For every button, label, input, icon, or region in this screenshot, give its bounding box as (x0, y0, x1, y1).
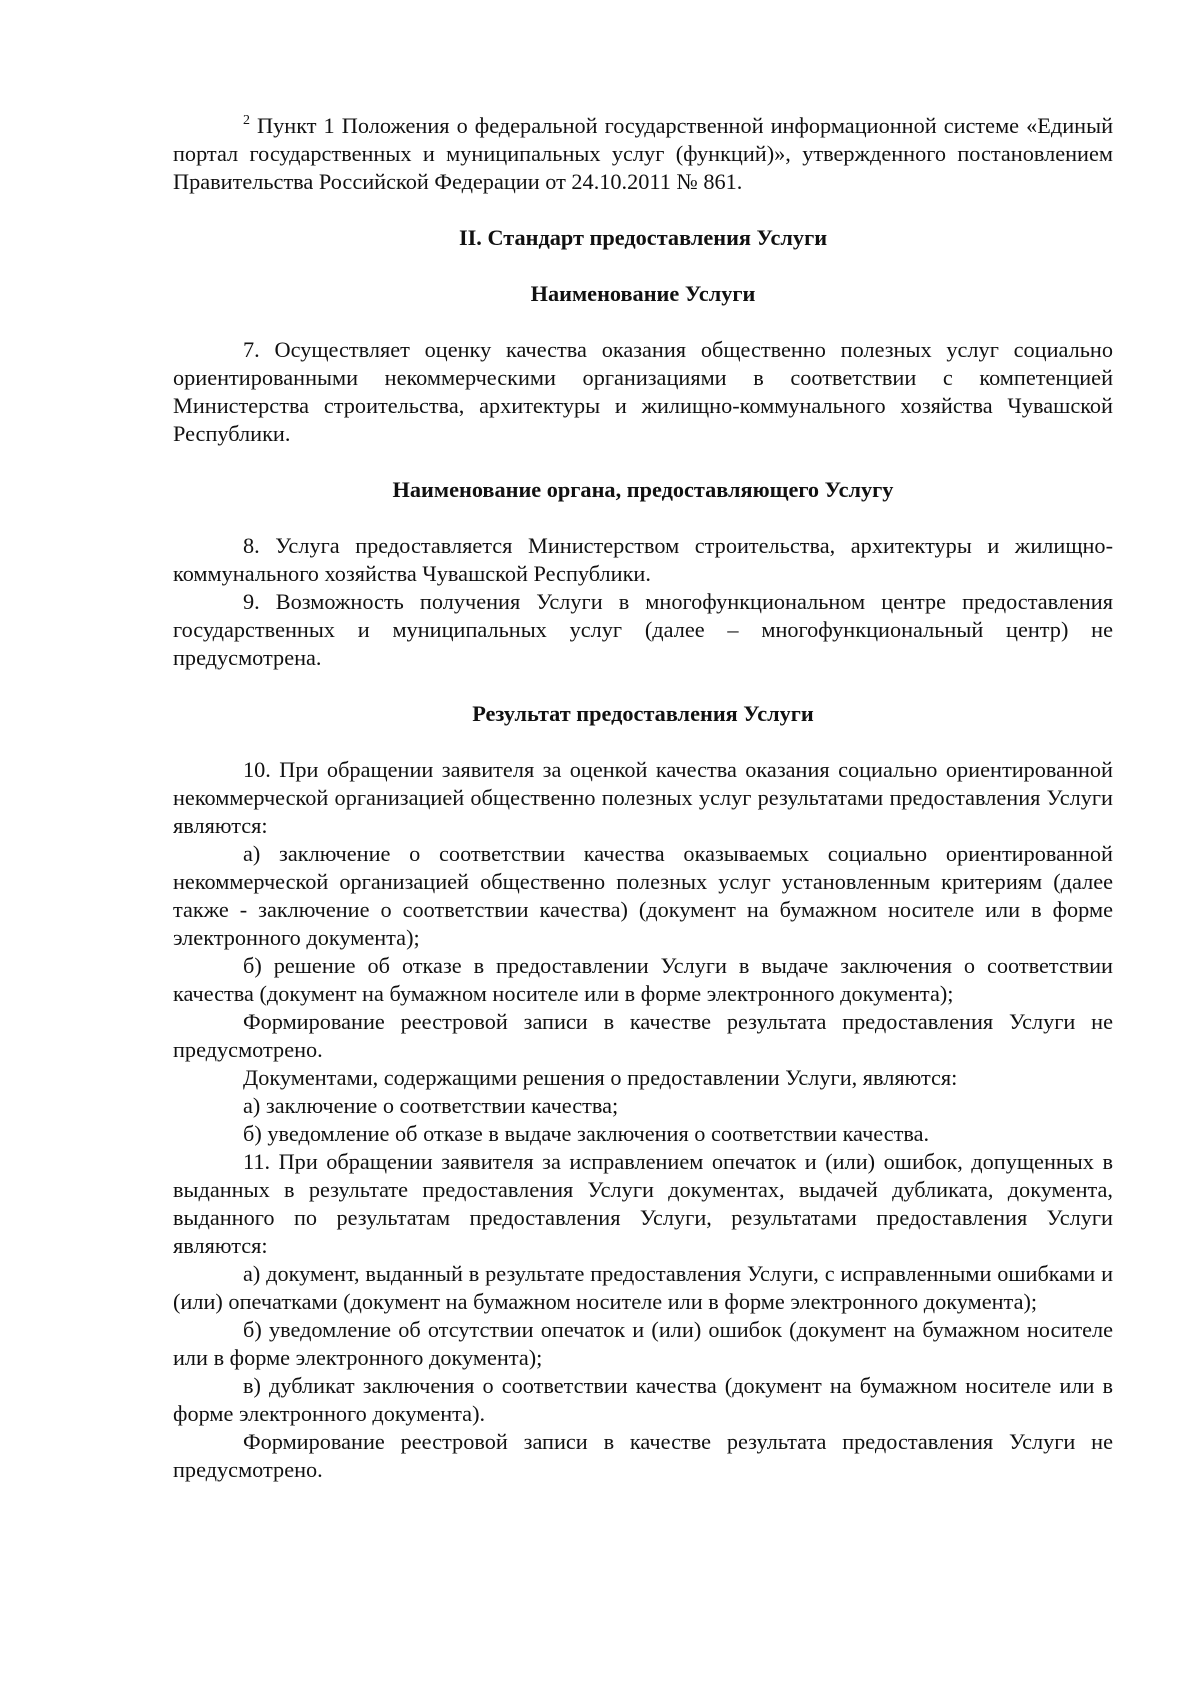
paragraph-10-registry: Формирование реестровой записи в качестве результата предоставления Услуги не предусмотрено. (173, 1009, 1113, 1062)
paragraph-9: 9. Возможность получения Услуги в многофункциональном центре предоставления государственных и муниципальных услуг (далее – многофункциональный центр) не предусмотрена. (173, 589, 1113, 670)
paragraph-10-doc-b: б) уведомление об отказе в выдаче заключения о соответствии качества. (243, 1121, 930, 1146)
paragraph-10-a: а) заключение о соответствии качества оказываемых социально ориентированной некоммерческой организацией общественно полезных услуг установленным критериям (далее также - заключение о соответствии качества) (документ на бумажном носителе или в форме электронного документа); (173, 841, 1113, 950)
footnote-text: Пункт 1 Положения о федеральной государственной информационной системе «Единый портал государственных и муниципальных услуг (функций)», утвержденного постановлением Правительства Российской Федерации от 24.10.2011 № 861. (173, 113, 1113, 194)
footnote (173, 112, 1113, 196)
paragraph-11-a: а) документ, выданный в результате предоставления Услуги, с исправленными ошибками и (или) опечатками (документ на бумажном носителе или в форме электронного документа); (173, 1261, 1113, 1314)
paragraph-7: 7. Осуществляет оценку качества оказания общественно полезных услуг социально ориентированными некоммерческими организациями в соответствии с компетенцией Министерства строительства, архитектуры и жилищно-коммунального хозяйства Чувашской Республики. (173, 337, 1113, 446)
document-page (173, 112, 1113, 1484)
paragraph-10-doc-a: а) заключение о соответствии качества; (243, 1093, 619, 1118)
footnote-marker: 2 (243, 113, 250, 128)
result-heading: Результат предоставления Услуги (472, 701, 814, 726)
paragraph-11-b: б) уведомление об отсутствии опечаток и (или) ошибок (документ на бумажном носителе или в форме электронного документа); (173, 1317, 1113, 1370)
paragraph-10-documents: Документами, содержащими решения о предоставлении Услуги, являются: (243, 1065, 958, 1090)
service-name-heading: Наименование Услуги (530, 281, 756, 306)
paragraph-8: 8. Услуга предоставляется Министерством строительства, архитектуры и жилищно-коммунального хозяйства Чувашской Республики. (173, 533, 1113, 586)
paragraph-10: 10. При обращении заявителя за оценкой качества оказания социально ориентированной некоммерческой организацией общественно полезных услуг результатами предоставления Услуги являются: (173, 757, 1113, 838)
paragraph-10-b: б) решение об отказе в предоставлении Услуги в выдаче заключения о соответствии качества (документ на бумажном носителе или в форме электронного документа); (173, 953, 1113, 1006)
paragraph-11: 11. При обращении заявителя за исправлением опечаток и (или) ошибок, допущенных в выданных в результате предоставления Услуги документах, выдачей дубликата, документа, выданного по результатам предоставления Услуги, результатами предоставления Услуги являются: (173, 1149, 1113, 1258)
organ-heading: Наименование органа, предоставляющего Услугу (392, 477, 894, 502)
paragraph-11-registry: Формирование реестровой записи в качестве результата предоставления Услуги не предусмотрено. (173, 1429, 1113, 1482)
section-title: II. Стандарт предоставления Услуги (458, 225, 828, 250)
paragraph-11-c: в) дубликат заключения о соответствии качества (документ на бумажном носителе или в форме электронного документа). (173, 1373, 1113, 1426)
